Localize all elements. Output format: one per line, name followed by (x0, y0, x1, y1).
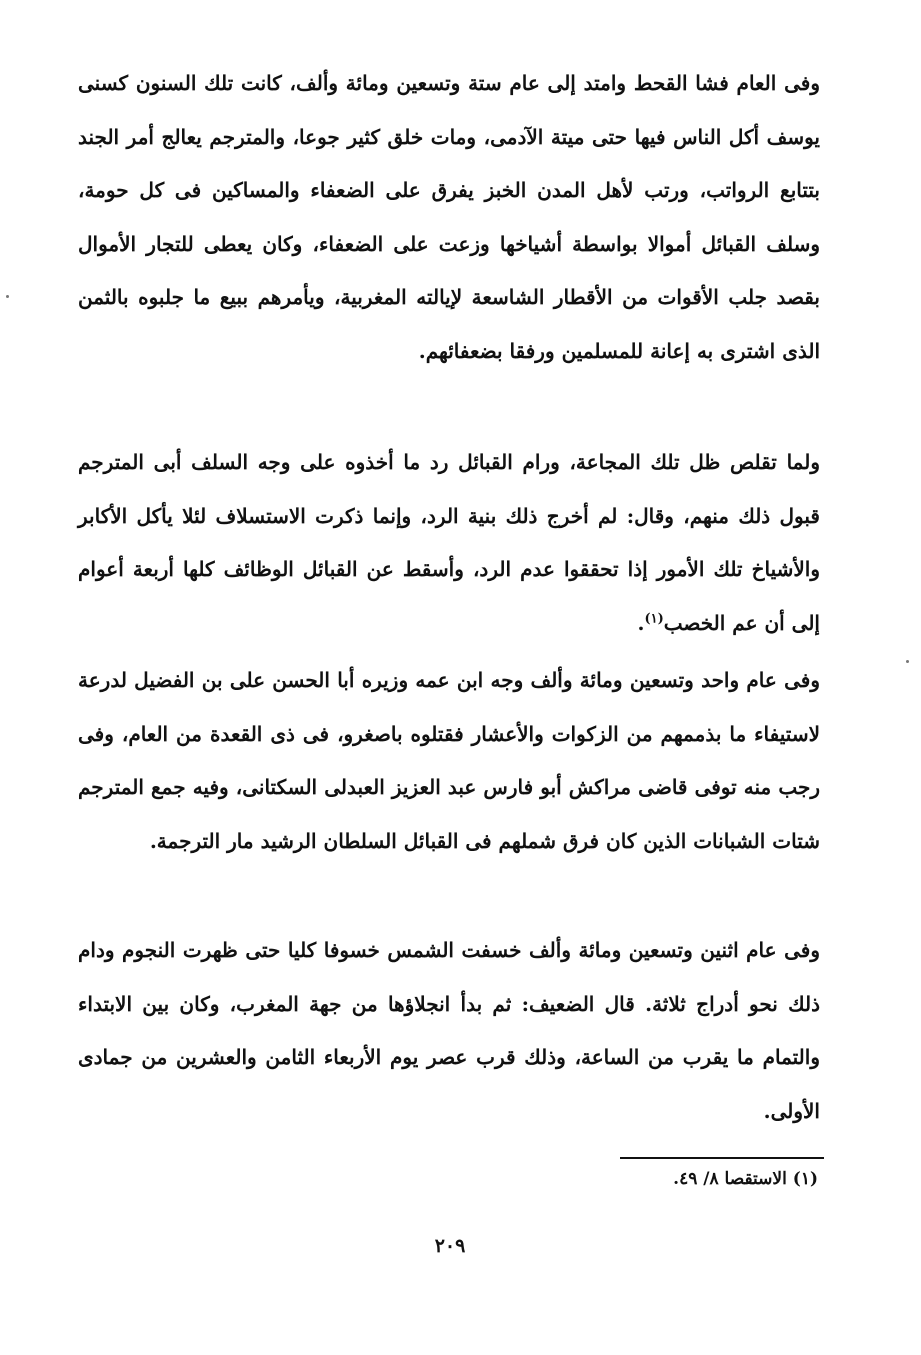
scan-speck (906, 660, 909, 663)
paragraph-solar-eclipse (78, 924, 820, 1138)
footnote: (١) الاستقصا ٨/ ٤٩. (673, 1169, 818, 1189)
paragraph-text: وفى عام اثنين وتسعين ومائة وألف خسفت الشمس خسوفا كليا حتى ظهرت النجوم ودام ذلك نحو أدراج ثلاثة. قال الضعيف: ثم بدأ انجلاؤها من جهة المغرب، وكان بين الابتداء والتمام ما يقرب من الساعة، وذلك قرب عصر يوم الأربعاء الثامن والعشرين من جمادى الأولى. (78, 938, 820, 1123)
paragraph-text: ولما تقلص ظل تلك المجاعة، ورام القبائل رد ما أخذوه على وجه السلف أبى المترجم قبول ذلك منهم، وقال: لم أخرج ذلك بنية الرد، وإنما ذكرت الاستسلاف لئلا يأكل الأكابر والأشياخ تلك الأمور إذا تحققوا عدم الرد، وأسقط عن القبائل الوظائف كلها أربعة أعوام إلى أن عم الخصب (78, 450, 820, 635)
scan-speck (6, 295, 9, 298)
paragraph-tail: . (637, 610, 645, 635)
page-number: ٢٠٩ (434, 1235, 466, 1257)
paragraph-famine (78, 57, 820, 378)
paragraph-text: وفى عام واحد وتسعين ومائة وألف وجه ابن عمه وزيره أبا الحسن على بن الفضيل لدرعة لاستيفاء ما بذممهم من الزكوات والأعشار فقتلوه باصغرو، فى ذى القعدة من العام، وفى رجب منه توفى قاضى مراكش أبو فارس عبد العزيز العبدلى السكتانى، وفيه جمع المترجم شتات الشبانات الذين كان فرق شملهم فى القبائل السلطان الرشيد مار الترجمة. (78, 668, 820, 853)
footnote-divider (620, 1157, 824, 1159)
footnote-reference[interactable]: (١) (644, 610, 664, 626)
paragraph-year-1191 (78, 654, 820, 868)
paragraph-text: وفى العام فشا القحط وامتد إلى عام ستة وتسعين ومائة وألف، كانت تلك السنون كسنى يوسف أكل الناس فيها حتى ميتة الآدمى، ومات خلق كثير جوعا، والمترجم يعالج أمر الجند بتتابع الرواتب، ورتب لأهل المدن الخبز يفرق على الضعفاء والمساكين فى كل حومة، وسلف القبائل أموالا بواسطة أشياخها وزعت على الضعفاء، وكان يعطى للتجار الأموال بقصد جلب الأقوات من الأقطار الشاسعة لإيالته المغربية، ويأمرهم ببيع ما جلبوه بالثمن الذى اشترى به إعانة للمسلمين ورفقا بضعفائهم. (78, 71, 820, 363)
paragraph-loan-forgiveness (78, 436, 820, 650)
